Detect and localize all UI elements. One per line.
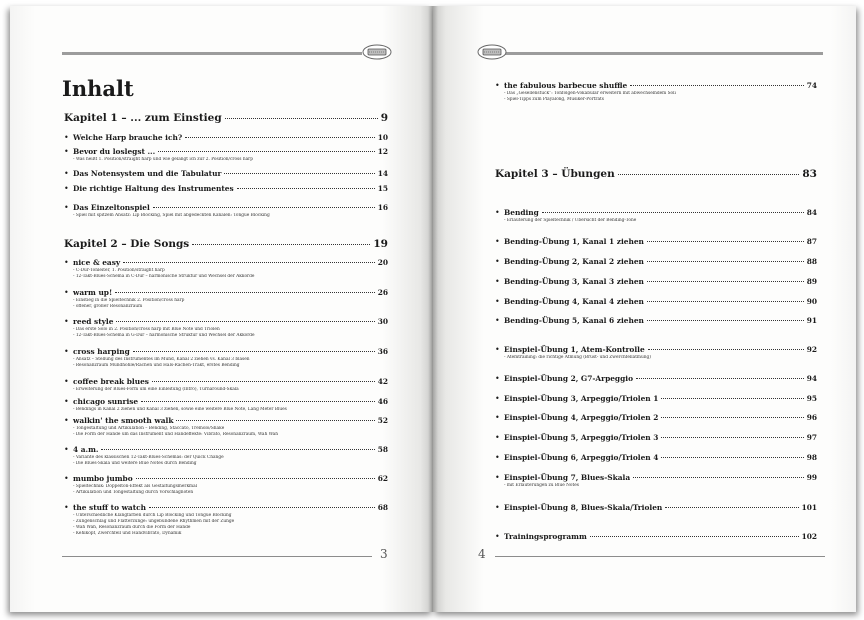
open-book bbox=[10, 6, 856, 612]
bullet-icon: • bbox=[64, 133, 69, 142]
entry-page: 89 bbox=[806, 277, 817, 286]
bullet-icon: • bbox=[495, 413, 500, 422]
bullet-icon: • bbox=[64, 169, 69, 178]
leader-dots bbox=[133, 351, 375, 352]
bullet-icon: • bbox=[64, 258, 69, 267]
toc-entry bbox=[64, 183, 388, 195]
entry-page: 52 bbox=[377, 416, 388, 425]
toc-entry bbox=[64, 146, 388, 163]
bullet-icon: • bbox=[495, 316, 500, 325]
entry-description: - Atemtraining: die richtige Atmung (Brust- und Zwerchfellatmung) bbox=[504, 355, 651, 360]
leader-dots bbox=[176, 420, 374, 421]
leader-dots bbox=[661, 398, 803, 399]
entry-description: - Artikulation und Tongestaltung durch Vorschlagnoten bbox=[73, 490, 194, 495]
entry-title: Einspiel-Übung 1, Atem-Kontrolle bbox=[504, 345, 645, 354]
entry-title: cross harping bbox=[73, 347, 130, 356]
entry-description: - Die Form der Hände um das Instrument und Handeffekte: Vibrato, Resonanzraum, Wah Wah bbox=[73, 432, 278, 437]
bullet-icon: • bbox=[495, 473, 500, 482]
toc-entry bbox=[495, 207, 817, 224]
entry-title: Das Einzeltonspiel bbox=[73, 203, 150, 212]
leader-dots bbox=[141, 401, 375, 402]
entry-page: 58 bbox=[377, 445, 388, 454]
bottom-rule bbox=[495, 556, 825, 557]
entry-description: - C-Dur-Tonleiter, 1. Position/straight harp bbox=[73, 268, 165, 273]
entry-page: 15 bbox=[377, 184, 388, 193]
toc-entry bbox=[64, 376, 388, 393]
leader-dots bbox=[647, 261, 804, 262]
entry-page: 88 bbox=[806, 257, 817, 266]
leader-dots bbox=[101, 449, 374, 450]
entry-title: Einspiel-Übung 2, G7-Arpeggio bbox=[504, 374, 634, 383]
entry-page: 96 bbox=[806, 413, 817, 422]
toc-entry bbox=[64, 473, 388, 496]
entry-description: - Unterschiedliche Klangfarben durch Lip Blocking und Tongue Blocking bbox=[73, 513, 232, 518]
leader-dots bbox=[647, 241, 804, 242]
bullet-icon: • bbox=[64, 474, 69, 483]
entry-title: Bending-Übung 4, Kanal 4 ziehen bbox=[504, 297, 644, 306]
leader-dots bbox=[661, 417, 803, 418]
entry-title: chicago sunrise bbox=[73, 397, 139, 406]
entry-page: 42 bbox=[377, 377, 388, 386]
entry-description: - Spieltechnik: Doppelton-Effekt als Gestaltungsmerkmal bbox=[73, 484, 198, 489]
entry-description: - Einstieg in die Spieltechnik 2. Position/cross harp bbox=[73, 298, 185, 303]
leader-dots bbox=[153, 207, 375, 208]
entry-page: 101 bbox=[801, 503, 817, 512]
leader-dots bbox=[116, 321, 374, 322]
leader-dots bbox=[647, 320, 804, 321]
entry-page: 20 bbox=[377, 258, 388, 267]
entry-title: Bending-Übung 2, Kanal 2 ziehen bbox=[504, 257, 644, 266]
leader-dots bbox=[225, 118, 378, 119]
bullet-icon: • bbox=[64, 416, 69, 425]
entry-page: 91 bbox=[806, 316, 817, 325]
toc-entry bbox=[495, 296, 817, 308]
leader-dots bbox=[115, 292, 374, 293]
entry-description: - Das „Gesellenstück“: Tonfolgen-Vokabular erweitern mit abwechselndem Soli bbox=[504, 91, 676, 96]
bullet-icon: • bbox=[495, 277, 500, 286]
entry-page: 99 bbox=[806, 473, 817, 482]
entry-page: 102 bbox=[801, 532, 817, 541]
toc-entry bbox=[64, 502, 388, 537]
entry-title: Einspiel-Übung 5, Arpeggio/Triolen 3 bbox=[504, 433, 659, 442]
entry-page: 95 bbox=[806, 394, 817, 403]
entry-title: Bending-Übung 5, Kanal 6 ziehen bbox=[504, 316, 644, 325]
harmonica-icon bbox=[477, 44, 507, 60]
page-number: 4 bbox=[478, 547, 486, 561]
chapter-title: Kapitel 1 – ... zum Einstieg bbox=[64, 112, 222, 124]
toc-entry bbox=[495, 472, 817, 489]
entry-title: Trainingsprogramm bbox=[504, 532, 587, 541]
bullet-icon: • bbox=[64, 445, 69, 454]
leader-dots bbox=[633, 477, 804, 478]
entry-page: 10 bbox=[377, 133, 388, 142]
entry-page: 97 bbox=[806, 433, 817, 442]
entry-description: - Variante des klassischen 12-Takt-Blues-Schemas: der Quick Change bbox=[73, 455, 224, 460]
toc-entry bbox=[495, 373, 817, 385]
entry-title: the stuff to watch bbox=[73, 503, 147, 512]
bullet-icon: • bbox=[64, 317, 69, 326]
leader-dots bbox=[665, 507, 798, 508]
entry-page: 87 bbox=[806, 237, 817, 246]
entry-description: - Bendings in Kanal 2 ziehen und Kanal 3 ziehen, sowie eine weitere Blue Note, Lang Meter Blues bbox=[73, 407, 287, 412]
bullet-icon: • bbox=[495, 297, 500, 306]
entry-title: Bevor du loslegst ... bbox=[73, 147, 156, 156]
entry-title: Welche Harp brauche ich? bbox=[73, 133, 183, 142]
bullet-icon: • bbox=[495, 374, 500, 383]
leader-dots bbox=[192, 244, 370, 245]
leader-dots bbox=[542, 212, 804, 213]
toc-entry bbox=[64, 444, 388, 467]
toc-entry bbox=[495, 80, 817, 103]
entry-description: - Erläuterung der Spieltechnik / Übersicht der Bending-Töne bbox=[504, 218, 637, 223]
toc-entry bbox=[64, 168, 388, 180]
bullet-icon: • bbox=[495, 257, 500, 266]
entry-page: 84 bbox=[806, 208, 817, 217]
top-rule bbox=[62, 52, 362, 55]
leader-dots bbox=[636, 378, 804, 379]
entry-title: Bending-Übung 1, Kanal 1 ziehen bbox=[504, 237, 644, 246]
leader-dots bbox=[618, 174, 800, 175]
toc-entry bbox=[64, 287, 388, 310]
toc-entry bbox=[495, 256, 817, 268]
entry-title: coffee break blues bbox=[73, 377, 149, 386]
toc-entry bbox=[495, 393, 817, 405]
toc-entry bbox=[495, 502, 817, 514]
toc-entry bbox=[495, 531, 817, 543]
toc-entry bbox=[64, 132, 388, 144]
entry-page: 94 bbox=[806, 374, 817, 383]
chapter-3-heading bbox=[495, 168, 817, 180]
bullet-icon: • bbox=[64, 184, 69, 193]
entry-description: - Kehlkopf, Zwerchfell und Handvibrato, Dynamik bbox=[73, 531, 182, 536]
bullet-icon: • bbox=[64, 347, 69, 356]
bullet-icon: • bbox=[64, 503, 69, 512]
entry-page: 30 bbox=[377, 317, 388, 326]
entry-title: nice & easy bbox=[73, 258, 121, 267]
entry-page: 68 bbox=[377, 503, 388, 512]
right-page bbox=[433, 6, 856, 612]
toc-entry bbox=[495, 344, 817, 361]
leader-dots bbox=[647, 301, 804, 302]
entry-page: 74 bbox=[806, 81, 817, 90]
entry-description: - Spiel-Tipps zum Playalong, Musiker-Porträts bbox=[504, 97, 604, 102]
page-number: 3 bbox=[380, 547, 388, 561]
leader-dots bbox=[224, 173, 374, 174]
entry-title: reed style bbox=[73, 317, 114, 326]
entry-title: Bending bbox=[504, 208, 539, 217]
entry-title: Einspiel-Übung 7, Blues-Skala bbox=[504, 473, 631, 482]
chapter-page: 19 bbox=[373, 238, 388, 250]
toc-entry bbox=[64, 346, 388, 369]
entry-description: - Resonanzraum Mundhöhle/Rachen und Hals-Rachen-Trakt, erstes Bending bbox=[73, 363, 240, 368]
toc-entry bbox=[64, 202, 388, 219]
leader-dots bbox=[237, 188, 375, 189]
entry-title: walkin' the smooth walk bbox=[73, 416, 174, 425]
bullet-icon: • bbox=[64, 377, 69, 386]
toc-entry bbox=[495, 452, 817, 464]
entry-description: - Erweiterung der Blues-Form um eine Einleitung (Intro), Turnaround-Skala bbox=[73, 387, 239, 392]
harmonica-icon bbox=[362, 44, 392, 60]
toc-entry bbox=[64, 316, 388, 339]
bullet-icon: • bbox=[495, 394, 500, 403]
top-rule bbox=[503, 52, 823, 55]
entry-page: 92 bbox=[806, 345, 817, 354]
entry-title: the fabulous barbecue shuffle bbox=[504, 81, 628, 90]
entry-description: - Spiel mit spitzem Ansatz: Lip Blocking, Spiel mit abgedeckten Kanälen: Tongue Blocking bbox=[73, 213, 270, 218]
leader-dots bbox=[185, 137, 375, 138]
chapter-title: Kapitel 3 – Übungen bbox=[495, 168, 615, 180]
toc-entry bbox=[495, 315, 817, 327]
toc-entry bbox=[495, 412, 817, 424]
chapter-page: 9 bbox=[380, 112, 388, 124]
bullet-icon: • bbox=[495, 453, 500, 462]
entry-title: Einspiel-Übung 4, Arpeggio/Triolen 2 bbox=[504, 413, 659, 422]
toc-entry bbox=[495, 236, 817, 248]
toc-entry bbox=[495, 276, 817, 288]
entry-description: - Ansatz – Stellung des Instrumentes im Mund, Kanal 2 ziehen vs. Kanal 3 blasen bbox=[73, 357, 250, 362]
leader-dots bbox=[647, 281, 804, 282]
entry-page: 62 bbox=[377, 474, 388, 483]
bottom-rule bbox=[62, 556, 372, 557]
leader-dots bbox=[136, 478, 375, 479]
entry-description: - Wah Wah, Resonanzraum durch die Form der Hände bbox=[73, 525, 191, 530]
entry-title: warm up! bbox=[73, 288, 113, 297]
leader-dots bbox=[123, 262, 375, 263]
chapter-2-heading bbox=[64, 238, 388, 250]
bullet-icon: • bbox=[495, 503, 500, 512]
entry-title: Einspiel-Übung 6, Arpeggio/Triolen 4 bbox=[504, 453, 659, 462]
toc-entry bbox=[64, 415, 388, 438]
entry-page: 26 bbox=[377, 288, 388, 297]
entry-description: - mit Erläuterungen zu Blue Notes bbox=[504, 483, 579, 488]
leader-dots bbox=[630, 85, 804, 86]
chapter-page: 83 bbox=[802, 168, 817, 180]
leader-dots bbox=[661, 437, 803, 438]
leader-dots bbox=[590, 536, 799, 537]
entry-page: 98 bbox=[806, 453, 817, 462]
bullet-icon: • bbox=[495, 208, 500, 217]
leader-dots bbox=[158, 151, 375, 152]
entry-description: - Das erste Solo in 2. Position/cross harp mit Blue Note und Triolen bbox=[73, 327, 220, 332]
entry-description: - 12-Takt-Blues-Schema in C-Dur – harmonische Struktur und Wechsel der Akkorde bbox=[73, 274, 255, 279]
entry-page: 12 bbox=[377, 147, 388, 156]
leader-dots bbox=[152, 381, 375, 382]
chapter-1-heading bbox=[64, 112, 388, 124]
entry-page: 46 bbox=[377, 397, 388, 406]
chapter-title: Kapitel 2 – Die Songs bbox=[64, 238, 190, 250]
entry-title: Bending-Übung 3, Kanal 3 ziehen bbox=[504, 277, 644, 286]
entry-description: - Tongestaltung und Artikulation – Bending, Staccato, Tremolo/Shake bbox=[73, 426, 225, 431]
bullet-icon: • bbox=[495, 345, 500, 354]
bullet-icon: • bbox=[495, 81, 500, 90]
bullet-icon: • bbox=[495, 433, 500, 442]
entry-title: 4 a.m. bbox=[73, 445, 99, 454]
entry-page: 16 bbox=[377, 203, 388, 212]
toc-entry bbox=[64, 396, 388, 413]
bullet-icon: • bbox=[64, 147, 69, 156]
entry-title: Einspiel-Übung 8, Blues-Skala/Triolen bbox=[504, 503, 663, 512]
entry-description: - 12-Takt-Blues-Schema in G-Dur – harmonische Struktur und Wechsel der Akkorde bbox=[73, 333, 255, 338]
entry-page: 90 bbox=[806, 297, 817, 306]
entry-title: Einspiel-Übung 3, Arpeggio/Triolen 1 bbox=[504, 394, 659, 403]
toc-entry bbox=[64, 257, 388, 280]
entry-title: mumbo jumbo bbox=[73, 474, 133, 483]
leader-dots bbox=[648, 349, 804, 350]
entry-page: 36 bbox=[377, 347, 388, 356]
book-spine-shadow bbox=[428, 6, 438, 612]
toc-entry bbox=[495, 432, 817, 444]
leader-dots bbox=[149, 507, 375, 508]
entry-description: - Die Blues-Skala und weitere Blue Notes durch Bending bbox=[73, 461, 197, 466]
entry-description: - offener, großer Resonanzraum bbox=[73, 304, 143, 309]
bullet-icon: • bbox=[495, 237, 500, 246]
leader-dots bbox=[661, 457, 803, 458]
bullet-icon: • bbox=[495, 532, 500, 541]
bullet-icon: • bbox=[64, 397, 69, 406]
entry-page: 14 bbox=[377, 169, 388, 178]
bullet-icon: • bbox=[64, 203, 69, 212]
entry-description: - Was heißt 1. Position/straight harp und wie gelangt ich zur 2. Position/cross harp bbox=[73, 157, 253, 162]
left-page bbox=[10, 6, 433, 612]
entry-title: Die richtige Haltung des Instrumentes bbox=[73, 184, 234, 193]
entry-title: Das Notensystem und die Tabulatur bbox=[73, 169, 222, 178]
bullet-icon: • bbox=[64, 288, 69, 297]
entry-description: - Zungenschlag und Flatterzunge: ungebundene Rhythmen mit der Zunge bbox=[73, 519, 235, 524]
toc-title: Inhalt bbox=[62, 76, 134, 101]
